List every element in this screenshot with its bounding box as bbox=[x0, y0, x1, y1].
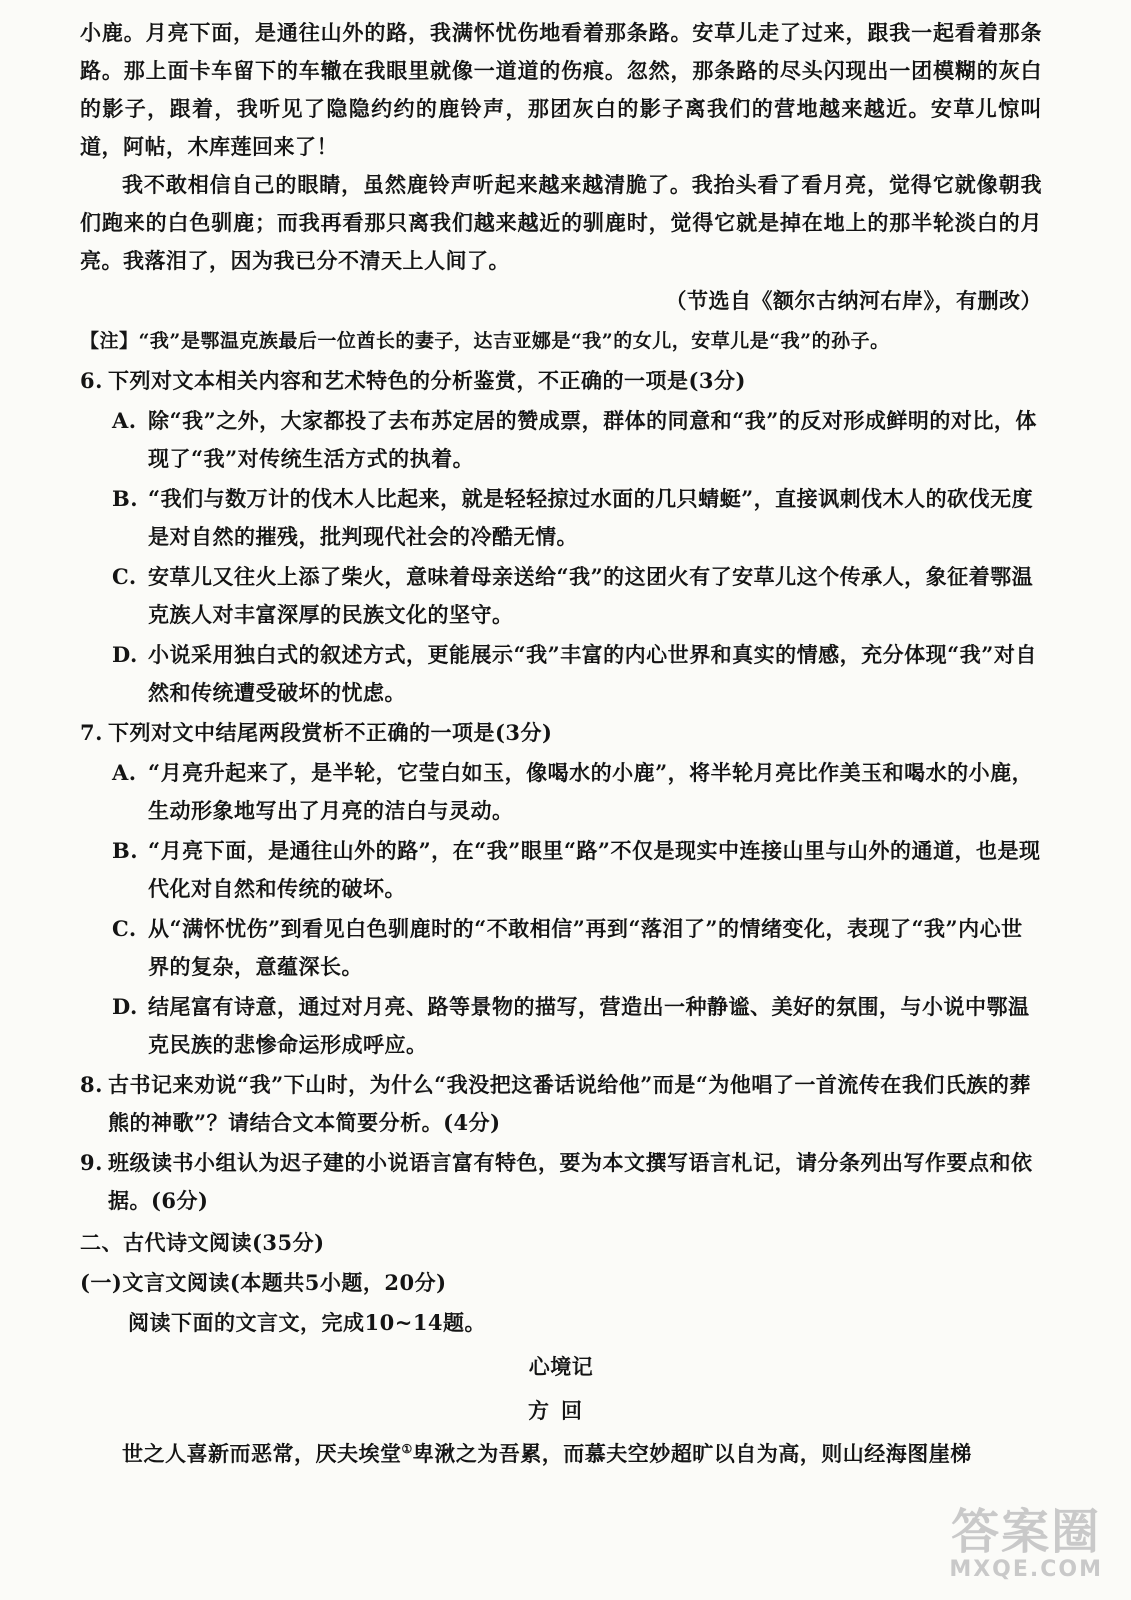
classical-text-title: 心境记 bbox=[528, 1354, 594, 1379]
footnote-marker: ① bbox=[401, 1442, 413, 1456]
question-text: 古书记来劝说“我”下山时，为什么“我没把这番话说给他”而是“为他唱了一首流传在我们氏族的葬熊的神歌”？请结合文本简要分析。(4分) bbox=[108, 1072, 1031, 1135]
option-label: B. bbox=[112, 486, 139, 511]
question-stem: 下列对文本相关内容和艺术特色的分析鉴赏，不正确的一项是(3分) bbox=[108, 368, 746, 393]
question-9 bbox=[80, 1144, 1042, 1220]
watermark-url: MXQE.COM bbox=[949, 1557, 1103, 1582]
option-c bbox=[112, 558, 1042, 634]
classical-text-segment: 世之人喜新而恶常，厌夫埃堂 bbox=[122, 1441, 402, 1466]
question-number: 9. bbox=[80, 1150, 103, 1175]
question-number: 7. bbox=[80, 720, 103, 745]
question-8 bbox=[80, 1066, 1042, 1142]
question-number: 6. bbox=[80, 368, 103, 393]
question-text: 班级读书小组认为迟子建的小说语言富有特色，要为本文撰写语言札记，请分条列出写作要点和依据。(6分) bbox=[108, 1150, 1033, 1213]
classical-text-segment: 卑湫之为吾累，而慕夫空妙超旷以自为高，则山经海图崖梯 bbox=[412, 1441, 972, 1466]
option-label: A. bbox=[112, 408, 137, 433]
passage-source: （节选自《额尔古纳河右岸》，有删改） bbox=[665, 288, 1042, 313]
option-d bbox=[112, 988, 1042, 1064]
question-number: 8. bbox=[80, 1072, 103, 1097]
classical-text-first-line bbox=[80, 1430, 1042, 1473]
option-text: “月亮下面，是通往山外的路”，在“我”眼里“路”不仅是现实中连接山里与山外的通道，也是现代化对自然和传统的破坏。 bbox=[148, 838, 1041, 901]
option-c bbox=[112, 910, 1042, 986]
option-label: B. bbox=[112, 838, 139, 863]
option-b bbox=[112, 832, 1042, 908]
passage-paragraph-1: 小鹿。月亮下面，是通往山外的路，我满怀忧伤地看着那条路。安草儿走了过来，跟我一起看着那条路。那上面卡车留下的车辙在我眼里就像一道道的伤痕。忽然，那条路的尽头闪现出一团模糊的灰白的影子，跟着，我听见了隐隐约约的鹿铃声，那团灰白的影子离我们的营地越来越近。安草儿惊叫道，阿帖，木库莲回来了！ bbox=[80, 20, 1042, 159]
question-7 bbox=[80, 714, 1042, 1064]
option-text: 安草儿又往火上添了柴火，意味着母亲送给“我”的这团火有了安草儿这个传承人，象征着鄂温克族人对丰富深厚的民族文化的坚守。 bbox=[148, 564, 1034, 627]
option-a bbox=[112, 402, 1042, 478]
option-text: “月亮升起来了，是半轮，它莹白如玉，像喝水的小鹿”，将半轮月亮比作美玉和喝水的小鹿，生动形象地写出了月亮的洁白与灵动。 bbox=[148, 760, 1034, 823]
subsection-heading: (一)文言文阅读(本题共5小题，20分) bbox=[80, 1270, 447, 1295]
option-label: D. bbox=[112, 642, 138, 667]
option-text: 小说采用独白式的叙述方式，更能展示“我”丰富的内心世界和真实的情感，充分体现“我”对自然和传统遭受破坏的忧虑。 bbox=[148, 642, 1037, 705]
passage-paragraph-2: 我不敢相信自己的眼睛，虽然鹿铃声听起来越来越清脆了。我抬头看了看月亮，觉得它就像朝我们跑来的白色驯鹿；而我再看那只离我们越来越近的驯鹿时，觉得它就是掉在地上的那半轮淡白的月亮。我落泪了，因为我已分不清天上人间了。 bbox=[80, 172, 1042, 273]
option-label: C. bbox=[112, 916, 137, 941]
option-label: A. bbox=[112, 760, 137, 785]
exam-page bbox=[80, 14, 1042, 1473]
passage-note: 【注】“我”是鄂温克族最后一位酋长的妻子，达吉亚娜是“我”的女儿，安草儿是“我”的孙子。 bbox=[80, 330, 890, 352]
section-heading: 二、古代诗文阅读(35分) bbox=[80, 1230, 325, 1255]
option-text: 从“满怀忧伤”到看见白色驯鹿时的“不敢相信”再到“落泪了”的情绪变化，表现了“我”内心世界的复杂，意蕴深长。 bbox=[148, 916, 1023, 979]
question-stem: 下列对文中结尾两段赏析不正确的一项是(3分) bbox=[108, 720, 553, 745]
watermark bbox=[949, 1504, 1103, 1582]
question-6 bbox=[80, 362, 1042, 712]
option-label: C. bbox=[112, 564, 137, 589]
option-text: 结尾富有诗意，通过对月亮、路等景物的描写，营造出一种静谧、美好的氛围，与小说中鄂温克民族的悲惨命运形成呼应。 bbox=[148, 994, 1030, 1057]
option-b bbox=[112, 480, 1042, 556]
option-a bbox=[112, 754, 1042, 830]
option-d bbox=[112, 636, 1042, 712]
option-label: D. bbox=[112, 994, 138, 1019]
classical-text-author: 方回 bbox=[528, 1398, 594, 1423]
option-text: “我们与数万计的伐木人比起来，就是轻轻掠过水面的几只蜻蜓”，直接讽刺伐木人的砍伐无度是对自然的摧残，批判现代社会的冷酷无情。 bbox=[148, 486, 1034, 549]
reading-instruction: 阅读下面的文言文，完成10~14题。 bbox=[128, 1310, 487, 1335]
watermark-logo-text: 答案圈 bbox=[951, 1504, 1102, 1560]
option-text: 除“我”之外，大家都投了去布苏定居的赞成票，群体的同意和“我”的反对形成鲜明的对比，体现了“我”对传统生活方式的执着。 bbox=[148, 408, 1037, 471]
